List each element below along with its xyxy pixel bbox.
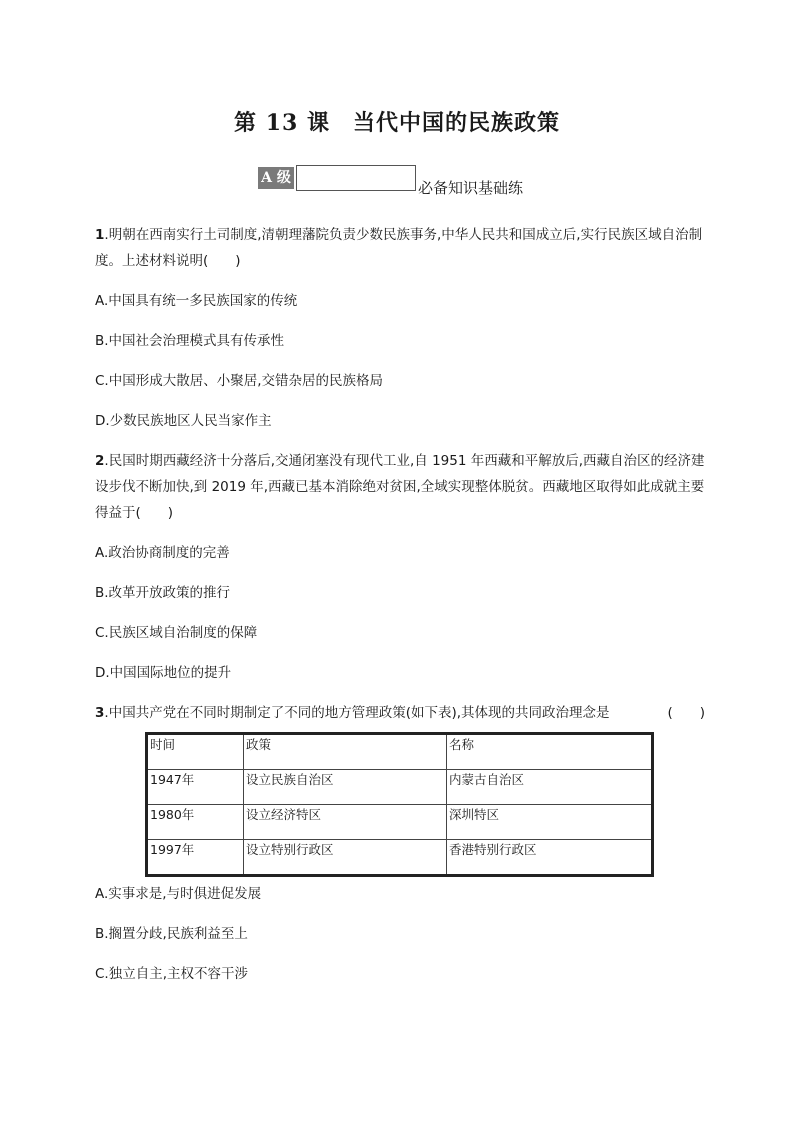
question-stem: 1.明朝在西南实行土司制度,清朝理藩院负责少数民族事务,中华人民共和国成立后,实行民族区域自治制度。上述材料说明( ) [95, 227, 703, 269]
page-title: 第 13 课 当代中国的民族政策 [234, 110, 560, 136]
table-row [147, 840, 653, 876]
question-list [95, 222, 705, 987]
option-b[interactable]: B.改革开放政策的推行 [95, 585, 231, 601]
header-time: 时间 [147, 734, 244, 770]
level-label: 必备知识基础练 [418, 179, 524, 197]
table-cell: 深圳特区 [447, 805, 653, 840]
option-c[interactable]: C.独立自主,主权不容干涉 [95, 966, 249, 982]
question-number: 2 [95, 453, 105, 469]
option-c[interactable]: C.民族区域自治制度的保障 [95, 625, 258, 641]
table-cell: 设立特别行政区 [244, 840, 447, 876]
table-cell: 设立经济特区 [244, 805, 447, 840]
table-row [147, 770, 653, 805]
option-d[interactable]: D.少数民族地区人民当家作主 [95, 413, 272, 429]
option-d[interactable]: D.中国国际地位的提升 [95, 665, 232, 681]
table-cell: 设立民族自治区 [244, 770, 447, 805]
table-cell: 1947年 [147, 770, 244, 805]
table-cell: 内蒙古自治区 [447, 770, 653, 805]
option-b[interactable]: B.搁置分歧,民族利益至上 [95, 926, 248, 942]
level-badge: A 级 [258, 167, 294, 189]
option-a[interactable]: A.实事求是,与时俱进促发展 [95, 886, 262, 902]
question-number: 1 [95, 227, 105, 243]
table-row [147, 805, 653, 840]
answer-paren: ( ) [667, 705, 705, 721]
option-b[interactable]: B.中国社会治理模式具有传承性 [95, 333, 285, 349]
question-number: 3 [95, 705, 105, 721]
question-stem: 2.民国时期西藏经济十分落后,交通闭塞没有现代工业,自 1951 年西藏和平解放后,西藏自治区的经济建设步伐不断加快,到 2019 年,西藏已基本消除绝对贫困,全域实现整体脱贫。西藏地区取得如此成就主要得益于( ) [95, 453, 705, 521]
question-3 [95, 700, 705, 987]
option-a[interactable]: A.政治协商制度的完善 [95, 545, 230, 561]
question-2 [95, 448, 705, 686]
policy-table [145, 732, 654, 877]
table-cell: 1997年 [147, 840, 244, 876]
option-a[interactable]: A.中国具有统一多民族国家的传统 [95, 293, 298, 309]
option-c[interactable]: C.中国形成大散居、小聚居,交错杂居的民族格局 [95, 373, 384, 389]
question-stem: 3.中国共产党在不同时期制定了不同的地方管理政策(如下表),其体现的共同政治理念是 ( ) [95, 700, 705, 726]
score-box [296, 165, 416, 191]
table-header-row [147, 734, 653, 770]
header-policy: 政策 [244, 734, 447, 770]
table-cell: 1980年 [147, 805, 244, 840]
question-1 [95, 222, 705, 434]
table-cell: 香港特别行政区 [447, 840, 653, 876]
header-name: 名称 [447, 734, 653, 770]
